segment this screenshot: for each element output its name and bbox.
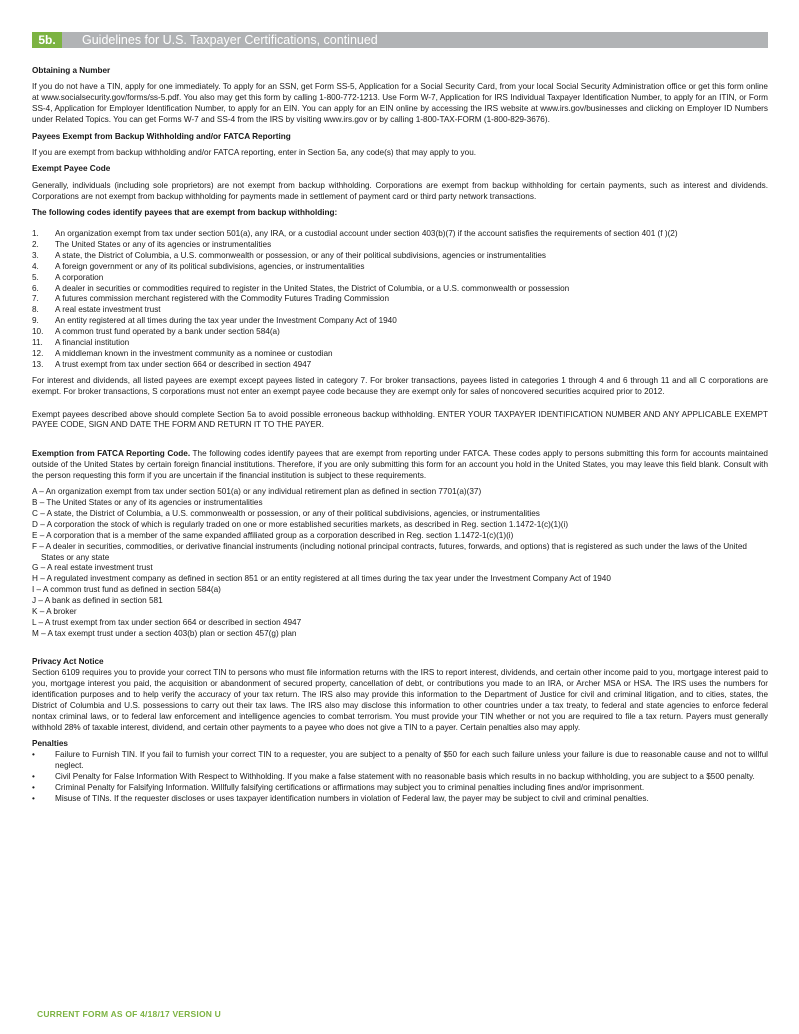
item-text: Civil Penalty for False Information With Respect to Withholding. If you make a false statement with no reasonable basis which results in no backup withholding, you are subject to a $500 penalty.: [55, 771, 755, 781]
item-text: A corporation: [55, 272, 104, 282]
list-item: [32, 229, 768, 240]
privacy-act-text: Section 6109 requires you to provide your correct TIN to persons who must file information returns with the IRS to report interest, dividends, and certain other income paid to you, mortgage interest paid to you, mortgage interest you paid, the acquisition or abandonment of secured property, cancellation of debt, or contributions you made to an IRA, or Archer MSA or HSA. The IRS uses the numbers for identification purposes and to help verify the accuracy of your tax return. The IRS also may provide this information to the Department of Justice for civil and criminal litigation, and to cities, states, the District of Columbia and U.S. possessions to carry out their tax laws. The IRS also may disclose this information to other countries under a tax treaty, to federal and state agencies to enforce federal nontax criminal laws, or to federal law enforcement and intelligence agencies to combat terrorism. You must provide your TIN whether or not you are required to file a tax return. Payers must generally withhold 28% of taxable interest, dividend, and certain other payments to a payee who does not give a TIN to a payer. Certain penalties also may apply.: [32, 668, 768, 732]
item-text: A middleman known in the investment community as a nominee or custodian: [55, 348, 333, 358]
list-item: [32, 327, 768, 338]
exempt-payee-code-heading: Exempt Payee Code: [32, 164, 111, 174]
obtaining-number-heading: Obtaining a Number: [32, 66, 111, 75]
list-item: [32, 316, 768, 327]
section-title: Guidelines for U.S. Taxpayer Certifications, continued: [82, 33, 378, 47]
item-text: Misuse of TINs. If the requester discloses or uses taxpayer identification numbers in violation of Federal law, the payer may be subject to civil and criminal penalties.: [55, 793, 649, 803]
interest-dividends-text: For interest and dividends, all listed payees are exempt except payees listed in category 7. For broker transactions, payees listed in categories 1 through 4 and 6 through 11 and all C corporations are exempt. For broker transactions, S corporations must not enter an exempt payee code because they are exempt only for sales of noncovered securities acquired prior to 2012.: [32, 376, 768, 397]
list-item: K – A broker: [32, 607, 77, 617]
list-item: M – A tax exempt trust under a section 403(b) plan or section 457(g) plan: [32, 628, 297, 638]
list-item: [32, 794, 768, 805]
item-text: Failure to Furnish TIN. If you fail to furnish your correct TIN to a requester, you are subject to a penalty of $50 for each such failure unless your failure is due to reasonable cause and not to willful neglect.: [55, 750, 768, 770]
bullet-icon: •: [32, 771, 35, 781]
list-item: [32, 338, 768, 349]
exempt-payee-code-text: Generally, individuals (including sole proprietors) are not exempt from backup withholding. Corporations are exempt from backup withholding for certain payments, such as interest and dividends. Corporations are not exempt from backup withholding for payments made in settlement of payment card or third party network transactions.: [32, 180, 768, 201]
list-item: [32, 284, 768, 295]
payees-exempt-text: If you are exempt from backup withholding and/or FATCA reporting, enter in Section 5a, any code(s) that may apply to you.: [32, 147, 477, 157]
list-item: [32, 273, 768, 284]
exempt-payees-instructions: Exempt payees described above should complete Section 5a to avoid possible erroneous backup withholding. ENTER YOUR TAXPAYER IDENTIFICATION NUMBER AND ANY APPLICABLE EXEMPT PAYEE CODE, SIGN AND DATE THE FORM AND RETURN IT TO THE PAYER.: [32, 409, 768, 430]
item-text: A dealer in securities or commodities required to register in the United States, the District of Columbia, or a U.S. commonwealth or possession: [55, 283, 570, 293]
list-item: G – A real estate investment trust: [32, 563, 153, 573]
item-text: A real estate investment trust: [55, 305, 161, 315]
list-item: H – A regulated investment company as defined in section 851 or an entity registered at all times during the tax year under the Investment Company Act of 1940: [32, 574, 611, 584]
item-text: A futures commission merchant registered with the Commodity Futures Trading Commission: [55, 294, 389, 304]
item-text: A common trust fund operated by a bank under section 584(a): [55, 327, 280, 337]
list-item: F – A dealer in securities, commodities, or derivative financial instruments (including notional principal contracts, futures, forwards, and options) that is registered as such under the laws of the United States or any state: [32, 541, 747, 562]
item-number: 2.: [32, 239, 39, 249]
list-item: A – An organization exempt from tax under section 501(a) or any individual retirement plan as defined in section 7701(a)(37): [32, 487, 482, 497]
fatca-codes-list: [32, 487, 768, 640]
list-item: [32, 294, 768, 305]
fatca-heading: Exemption from FATCA Reporting Code.: [32, 448, 191, 458]
fatca-text: The following codes identify payees that are exempt from reporting under FATCA. These codes apply to persons submitting this form for accounts maintained outside of the United States by certain foreign financial institutions. Therefore, if you are only submitting this form for an account you hold in the United States, you may leave this field blank. Consult with the person requesting this form if you are uncertain if the financial institution is subject to these requirements.: [32, 448, 768, 480]
item-number: 10.: [32, 327, 44, 337]
section-header-bar: [32, 32, 768, 48]
item-text: An organization exempt from tax under section 501(a), any IRA, or a custodial account under section 403(b)(7) if the account satisfies the requirements of section 401 (f )(2): [55, 228, 678, 238]
list-item: E – A corporation that is a member of the same expanded affiliated group as a corporation described in Reg. section 1.1472-1(c)(1)(i): [32, 530, 514, 540]
item-text: A foreign government or any of its political subdivisions, agencies, or instrumentalities: [55, 261, 365, 271]
list-item: [32, 305, 768, 316]
list-item: I – A common trust fund as defined in section 584(a): [32, 585, 221, 595]
obtaining-number-text: If you do not have a TIN, apply for one immediately. To apply for an SSN, get Form SS-5, Application for a Social Security Card, from your local Social Security Administration office or get this form online at www.socialsecurity.gov/forms/ss-5.pdf. You also may get this form by calling 1-800-772-1213. Use Form W-7, Application for IRS Individual Taxpayer Identification Number, to apply for an ITIN, or Form SS-4, Application for Employer Identification Number, to apply for an EIN. You can apply for an EIN online by accessing the IRS website at www.irs.gov/businesses and clicking on Employer ID Numbers under Related Topics. You can get Forms W-7 and SS-4 from the IRS by visiting www.irs.gov or by calling 1-800-TAX-FORM (1-800-829-3676).: [32, 82, 768, 125]
item-number: 11.: [32, 338, 43, 348]
item-number: 5.: [32, 272, 39, 282]
item-number: 8.: [32, 305, 39, 315]
list-item: [32, 360, 768, 371]
item-number: 4.: [32, 261, 39, 271]
bullet-icon: •: [32, 793, 35, 803]
list-item: J – A bank as defined in section 581: [32, 596, 163, 606]
item-text: The United States or any of its agencies or instrumentalities: [55, 239, 272, 249]
spacer: [32, 437, 768, 449]
section-number-badge: 5b.: [32, 32, 62, 48]
penalties-list: [32, 750, 768, 805]
bullet-icon: •: [32, 782, 35, 792]
payees-exempt-heading: Payees Exempt from Backup Withholding and/or FATCA Reporting: [32, 131, 291, 141]
item-number: 9.: [32, 316, 39, 326]
page-content: [32, 66, 768, 805]
list-item: C – A state, the District of Columbia, a U.S. commonwealth or possession, or any of their political subdivisions, agencies, or instrumentalities: [32, 508, 540, 518]
item-text: A trust exempt from tax under section 664 or described in section 4947: [55, 359, 312, 369]
item-number: 12.: [32, 348, 44, 358]
list-item: [32, 262, 768, 273]
backup-withholding-codes-list: [32, 229, 768, 371]
list-item: B – The United States or any of its agencies or instrumentalities: [32, 498, 263, 507]
backup-codes-heading: The following codes identify payees that are exempt from backup withholding:: [32, 208, 338, 218]
item-text: Criminal Penalty for Falsifying Information. Willfully falsifying certifications or affirmations may subject you to criminal penalties including fines and/or imprisonment.: [55, 782, 645, 792]
bullet-icon: •: [32, 750, 35, 760]
item-text: A state, the District of Columbia, a U.S. commonwealth or possession, or any of their political subdivisions, agencies or instrumentalities: [55, 250, 547, 260]
list-item: L – A trust exempt from tax under section 664 or described in section 4947: [32, 617, 302, 627]
penalties-heading: Penalties: [32, 739, 68, 749]
list-item: [32, 750, 768, 772]
item-text: An entity registered at all times during the tax year under the Investment Company Act of 1940: [55, 316, 397, 326]
list-item: [32, 251, 768, 262]
footer-version: CURRENT FORM AS OF 4/18/17 VERSION U: [37, 1009, 221, 1019]
item-number: 6.: [32, 283, 39, 293]
item-number: 13.: [32, 359, 44, 369]
privacy-act-heading: Privacy Act Notice: [32, 657, 104, 667]
list-item: [32, 349, 768, 360]
spacer: [32, 645, 768, 657]
item-text: A financial institution: [55, 338, 130, 348]
item-number: 1.: [32, 228, 39, 238]
list-item: D – A corporation the stock of which is regularly traded on one or more established securities markets, as described in Reg. section 1.1472-1(c)(1)(i): [32, 519, 569, 529]
fatca-paragraph: [32, 449, 768, 482]
list-item: [32, 783, 768, 794]
item-number: 7.: [32, 294, 39, 304]
list-item: [32, 772, 768, 783]
list-item: [32, 240, 768, 251]
item-number: 3.: [32, 250, 39, 260]
